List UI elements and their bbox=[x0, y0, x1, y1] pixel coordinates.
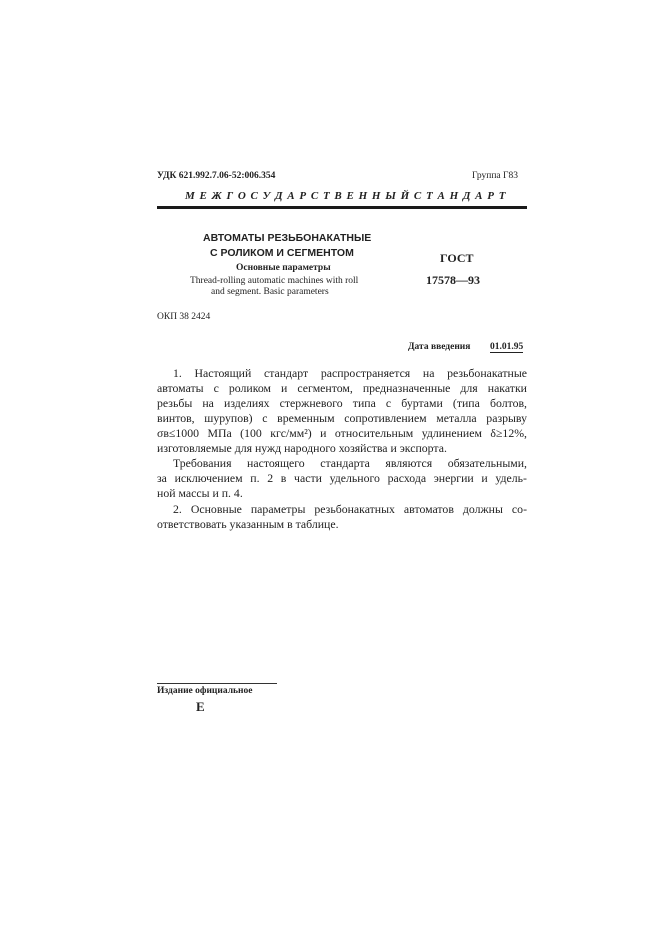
paragraph-2-line: за исключением п. 2 в части удельного расхода энергии и удель- bbox=[157, 471, 527, 485]
title-line-1: АВТОМАТЫ РЕЗЬБОНАКАТНЫЕ bbox=[203, 232, 372, 244]
okp-code: ОКП 38 2424 bbox=[157, 312, 211, 322]
paragraph-1-line: σв≤1000 МПа (100 кгс/мм²) и относительным удлинением δ≥12%, bbox=[157, 426, 527, 440]
paragraph-1-line: 1. Настоящий стандарт распространяется на резьбонакатные bbox=[173, 366, 527, 380]
paragraph-2-line: ной массы и п. 4. bbox=[157, 486, 243, 500]
paragraph-1-line: автоматы с роликом и сегментом, предназначенные для накатки bbox=[157, 381, 527, 395]
gost-label: ГОСТ bbox=[440, 251, 474, 265]
subtitle: Основные параметры bbox=[236, 263, 331, 273]
title-line-2: С РОЛИКОМ И СЕГМЕНТОМ bbox=[210, 247, 354, 259]
group-code: Группа Г83 bbox=[472, 171, 519, 181]
intro-date-label: Дата введения bbox=[408, 342, 471, 352]
footer-rule bbox=[157, 683, 277, 684]
edition-note: Издание официальное bbox=[157, 686, 253, 696]
paragraph-1-line: изготовляемые для нужд народного хозяйства и экспорта. bbox=[157, 441, 447, 455]
edition-mark: Е bbox=[196, 699, 205, 714]
intro-date-value: 01.01.95 bbox=[490, 342, 524, 352]
gost-number: 17578—93 bbox=[426, 273, 480, 287]
english-title-2: and segment. Basic parameters bbox=[211, 287, 329, 297]
paragraph-1-line: резьбы на изделиях стержневого типа с буртами (типа болтов, bbox=[157, 396, 527, 410]
interstate-standard-heading: М Е Ж Г О С У Д А Р С Т В Е Н Н Ы Й С Т А Н Д А Р Т bbox=[185, 190, 507, 202]
paragraph-3-line: 2. Основные параметры резьбонакатных автоматов должны со- bbox=[173, 502, 527, 516]
paragraph-2-line: Требования настоящего стандарта являются обязательными, bbox=[173, 456, 527, 470]
udk-code: УДК 621.992.7.06-52:006.354 bbox=[157, 171, 276, 181]
header-rule bbox=[157, 206, 527, 209]
english-title-1: Thread-rolling automatic machines with roll bbox=[190, 276, 359, 286]
paragraph-1-line: винтов, шурупов) с временным сопротивлением металла разрыву bbox=[157, 411, 527, 425]
paragraph-3-line: ответствовать указанным в таблице. bbox=[157, 517, 339, 531]
